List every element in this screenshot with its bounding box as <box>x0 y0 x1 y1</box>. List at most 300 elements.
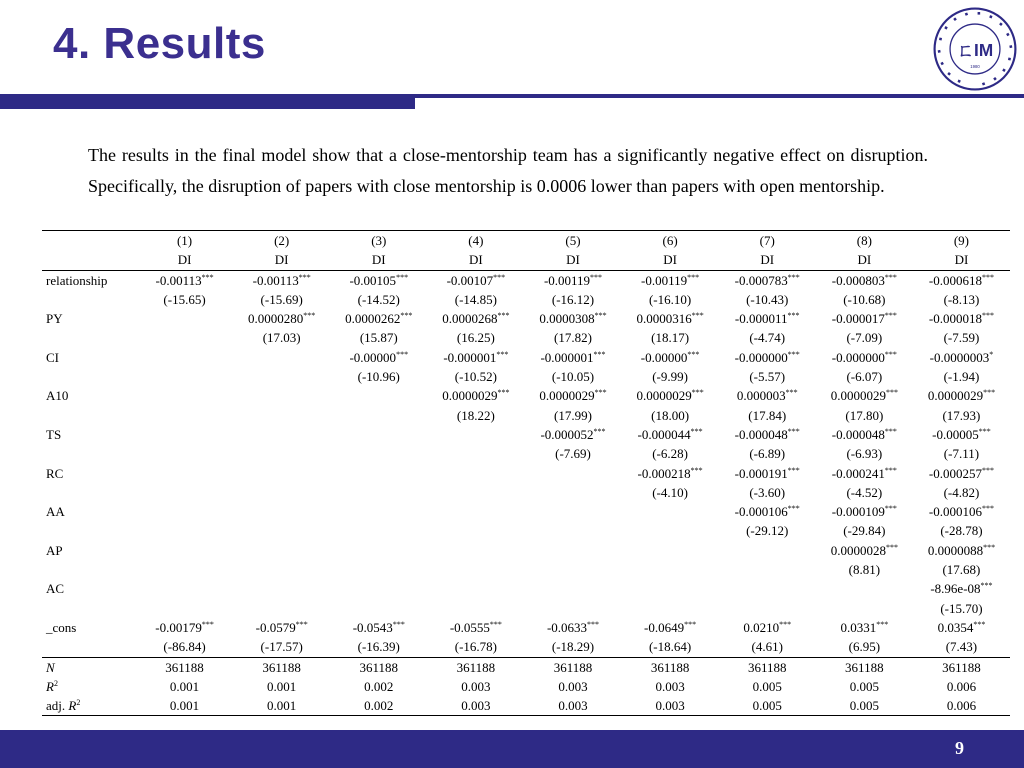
statistic-value: 0.001 <box>136 696 233 716</box>
coefficient-cell <box>816 348 913 367</box>
dependent-variable-header: DI <box>330 250 427 270</box>
coefficient-value: 0.0000316 <box>636 311 692 327</box>
coefficient-cell <box>622 386 719 405</box>
coefficient-value: -0.000106 <box>734 504 788 520</box>
t-statistic-cell <box>622 521 719 540</box>
coefficient-row <box>42 502 1010 521</box>
variable-name: RC <box>46 465 64 481</box>
t-statistic-cell: (-3.60) <box>749 484 786 500</box>
significance-stars: *** <box>687 349 700 359</box>
significance-stars: *** <box>973 619 986 629</box>
statistic-value: 361188 <box>456 659 496 675</box>
statistic-value: 0.003 <box>655 678 685 694</box>
statistic-value: 361188 <box>359 659 399 675</box>
significance-stars: *** <box>983 542 996 552</box>
coefficient-cell <box>816 425 913 444</box>
significance-stars: *** <box>981 465 994 475</box>
model-number-header: (3) <box>330 231 427 251</box>
t-statistic-cell <box>719 599 816 618</box>
statistic-value: 0.002 <box>330 696 427 716</box>
model-number-header: (1) <box>136 231 233 251</box>
coefficient-value: 0.0000268 <box>442 311 498 327</box>
t-statistic-cell <box>524 560 621 579</box>
coefficient-cell <box>524 502 621 521</box>
t-statistic-row <box>42 328 1010 347</box>
statistic-value: 361188 <box>165 659 204 675</box>
t-statistic-cell <box>136 367 233 386</box>
statistic-value: 0.005 <box>816 696 913 716</box>
coefficient-value: -0.0579 <box>255 619 296 635</box>
t-statistic-cell: (-7.09) <box>846 330 883 346</box>
significance-stars: *** <box>983 388 996 398</box>
coefficient-value: -0.0555 <box>449 619 490 635</box>
t-statistic-cell: (-15.65) <box>163 291 206 307</box>
coefficient-cell <box>719 502 816 521</box>
coefficient-cell <box>330 464 427 483</box>
t-statistic-cell: (-16.10) <box>648 291 692 307</box>
t-statistic-cell <box>233 444 330 463</box>
significance-stars: *** <box>497 311 510 321</box>
significance-stars: *** <box>787 465 800 475</box>
coefficient-cell <box>136 618 233 637</box>
coefficient-cell <box>622 618 719 637</box>
coefficient-value: -0.0000003 <box>929 349 990 365</box>
t-statistic-cell: (7.43) <box>913 637 1010 657</box>
t-statistic-cell: (-4.82) <box>943 484 980 500</box>
significance-stars: *** <box>787 349 800 359</box>
t-statistic-cell: (-86.84) <box>136 637 233 657</box>
significance-stars: *** <box>876 619 889 629</box>
t-statistic-cell: (-10.96) <box>357 369 400 385</box>
coefficient-cell <box>330 541 427 560</box>
t-statistic-cell: (-4.74) <box>749 330 786 346</box>
coefficient-cell <box>816 502 913 521</box>
regression-results-table <box>42 230 1010 716</box>
coefficient-value: -0.000048 <box>734 426 788 442</box>
t-statistic-cell <box>427 560 524 579</box>
coefficient-cell <box>136 270 233 290</box>
empty-label-cell <box>42 444 136 463</box>
t-statistic-cell: (-1.94) <box>943 369 980 385</box>
t-statistic-cell <box>233 521 330 540</box>
model-number-header: (5) <box>524 231 621 251</box>
significance-stars: *** <box>594 388 607 398</box>
coefficient-value: -0.000000 <box>831 349 885 365</box>
coefficient-cell <box>427 309 524 328</box>
coefficient-cell <box>136 579 233 598</box>
statistic-value: 0.001 <box>267 678 297 694</box>
model-number-row <box>42 231 1010 251</box>
coefficient-value: 0.0000029 <box>927 388 984 404</box>
t-statistic-cell <box>136 483 233 502</box>
significance-stars: *** <box>884 504 897 514</box>
coefficient-cell <box>233 464 330 483</box>
t-statistic-cell <box>136 406 233 425</box>
variable-name: AC <box>46 581 65 597</box>
significance-stars: * <box>989 349 994 359</box>
coefficient-cell <box>622 579 719 598</box>
seal-center-text: ㄈIM <box>956 39 994 60</box>
t-statistic-cell: (17.80) <box>845 407 884 423</box>
model-number-header: (8) <box>816 231 913 251</box>
significance-stars: *** <box>201 272 214 282</box>
variable-name: A10 <box>46 388 69 404</box>
significance-stars: *** <box>884 349 897 359</box>
t-statistic-cell <box>233 367 330 386</box>
t-statistic-cell: (-16.39) <box>330 637 427 657</box>
corner-cell <box>42 231 136 251</box>
empty-label-cell <box>42 406 136 425</box>
coefficient-value: 0.0000308 <box>539 311 595 327</box>
t-statistic-cell: (6.95) <box>816 637 913 657</box>
coefficient-cell <box>330 309 427 328</box>
t-statistic-row <box>42 560 1010 579</box>
coefficient-cell <box>622 348 719 367</box>
coefficient-value: 0.0000029 <box>539 388 595 404</box>
significance-stars: *** <box>489 619 502 629</box>
t-statistic-cell <box>136 560 233 579</box>
coefficient-value: -0.000011 <box>734 311 788 327</box>
coefficient-cell <box>330 386 427 405</box>
coefficient-value: -0.000218 <box>637 465 691 481</box>
statistic-value: 0.003 <box>461 678 491 694</box>
coefficient-row <box>42 618 1010 637</box>
empty-label-cell <box>42 290 136 309</box>
statistic-value: 0.001 <box>233 696 330 716</box>
coefficient-cell <box>913 502 1010 521</box>
model-number-header: (7) <box>719 231 816 251</box>
coefficient-value: -0.000803 <box>831 272 885 288</box>
page-number: 9 <box>955 738 964 758</box>
coefficient-cell <box>913 348 1010 367</box>
statistic-value: 361188 <box>942 659 981 675</box>
model-number-header: (4) <box>427 231 524 251</box>
university-seal-icon <box>932 6 1018 92</box>
statistic-superscript: 2 <box>76 698 81 708</box>
significance-stars: *** <box>400 311 413 321</box>
significance-stars: *** <box>201 619 214 629</box>
coefficient-cell <box>427 270 524 290</box>
coefficient-cell <box>524 348 621 367</box>
coefficient-cell <box>524 464 621 483</box>
coefficient-value: -8.96e-08 <box>930 581 981 597</box>
coefficient-value: -0.000257 <box>928 465 982 481</box>
t-statistic-row <box>42 367 1010 386</box>
t-statistic-cell <box>622 599 719 618</box>
statistic-value: 0.005 <box>752 678 782 694</box>
coefficient-cell <box>816 309 913 328</box>
t-statistic-cell: (-18.29) <box>524 637 621 657</box>
t-statistic-cell: (-16.78) <box>427 637 524 657</box>
t-statistic-cell: (17.82) <box>554 330 592 346</box>
title-underline-bar <box>0 94 415 109</box>
t-statistic-row <box>42 290 1010 309</box>
t-statistic-cell <box>427 599 524 618</box>
t-statistic-cell <box>136 328 233 347</box>
coefficient-row <box>42 348 1010 367</box>
significance-stars: *** <box>396 349 409 359</box>
t-statistic-cell <box>816 599 913 618</box>
variable-name: CI <box>46 349 59 365</box>
coefficient-cell <box>136 502 233 521</box>
t-statistic-cell <box>330 444 427 463</box>
statistic-value: 361188 <box>747 659 787 675</box>
coefficient-cell <box>427 618 524 637</box>
coefficient-cell <box>330 270 427 290</box>
t-statistic-cell: (-4.52) <box>846 484 883 500</box>
coefficient-value: 0.0000029 <box>442 388 498 404</box>
coefficient-cell <box>622 270 719 290</box>
t-statistic-cell: (-10.05) <box>551 369 595 385</box>
coefficient-cell <box>719 348 816 367</box>
significance-stars: *** <box>787 311 800 321</box>
statistic-symbol: R <box>68 698 77 714</box>
significance-stars: *** <box>587 619 600 629</box>
results-summary-text: The results in the final model show that a close-mentorship team has a significantly negative effect on disruption. Specifically, the disruption of papers with close mentorship is 0.0006 lower than papers with open mentorship. <box>88 145 928 196</box>
coefficient-value: -0.00107 <box>446 272 494 288</box>
statistic-value: 0.002 <box>364 678 394 694</box>
significance-stars: *** <box>884 426 897 436</box>
coefficient-value: 0.0000029 <box>830 388 886 404</box>
statistic-value: 0.003 <box>622 696 719 716</box>
dependent-variable-row <box>42 250 1010 270</box>
t-statistic-cell: (-14.85) <box>454 291 497 307</box>
coefficient-value: -0.000109 <box>831 504 885 520</box>
coefficient-cell <box>524 579 621 598</box>
statistic-name <box>42 696 136 716</box>
significance-stars: *** <box>690 465 703 475</box>
t-statistic-cell: (-7.11) <box>943 446 980 462</box>
coefficient-row <box>42 541 1010 560</box>
coefficient-cell <box>233 386 330 405</box>
coefficient-value: -0.00119 <box>543 272 591 288</box>
significance-stars: *** <box>885 542 898 552</box>
coefficient-cell <box>913 270 1010 290</box>
significance-stars: *** <box>691 311 704 321</box>
significance-stars: *** <box>981 504 994 514</box>
corner-cell <box>42 250 136 270</box>
dependent-variable-header: DI <box>913 250 1010 270</box>
t-statistic-cell: (-10.43) <box>746 291 789 307</box>
statistic-value: 0.003 <box>427 696 524 716</box>
slide-title: 4. Results <box>53 19 266 68</box>
coefficient-cell <box>524 386 621 405</box>
t-statistic-cell: (18.17) <box>651 330 690 346</box>
variable-name: AP <box>46 542 63 558</box>
coefficient-value: 0.0000088 <box>927 542 984 558</box>
coefficient-cell <box>427 502 524 521</box>
t-statistic-cell: (18.00) <box>651 407 690 423</box>
t-statistic-cell <box>719 560 816 579</box>
t-statistic-cell: (-6.93) <box>846 446 883 462</box>
coefficient-value: -0.000018 <box>928 311 982 327</box>
significance-stars: *** <box>779 619 792 629</box>
empty-label-cell <box>42 521 136 540</box>
coefficient-value: 0.0210 <box>743 619 780 635</box>
significance-stars: *** <box>787 272 800 282</box>
dependent-variable-header: DI <box>816 250 913 270</box>
coefficient-value: -0.000001 <box>443 349 497 365</box>
t-statistic-cell <box>233 560 330 579</box>
coefficient-cell <box>719 309 816 328</box>
coefficient-cell <box>816 579 913 598</box>
significance-stars: *** <box>885 388 898 398</box>
coefficient-cell <box>622 425 719 444</box>
significance-stars: *** <box>593 349 606 359</box>
coefficient-value: -0.000191 <box>734 465 788 481</box>
significance-stars: *** <box>691 388 704 398</box>
statistic-value: 361188 <box>553 659 593 675</box>
variable-name: TS <box>46 426 62 442</box>
t-statistic-cell: (8.81) <box>848 562 881 578</box>
coefficient-value: -0.000044 <box>637 426 691 442</box>
t-statistic-cell: (-10.68) <box>843 291 886 307</box>
t-statistic-cell <box>524 521 621 540</box>
empty-label-cell <box>42 483 136 502</box>
coefficient-value: -0.0543 <box>352 619 393 635</box>
t-statistic-cell: (17.99) <box>554 407 592 423</box>
coefficient-cell <box>816 541 913 560</box>
coefficient-value: -0.000001 <box>540 349 594 365</box>
dependent-variable-header: DI <box>719 250 816 270</box>
coefficient-cell <box>913 425 1010 444</box>
statistic-value: 361188 <box>845 659 884 675</box>
coefficient-value: -0.00179 <box>155 619 202 635</box>
dependent-variable-header: DI <box>524 250 621 270</box>
t-statistic-row <box>42 599 1010 618</box>
coefficient-cell <box>816 464 913 483</box>
coefficient-cell <box>427 386 524 405</box>
t-statistic-cell: (-10.52) <box>454 369 497 385</box>
t-statistic-cell <box>330 521 427 540</box>
coefficient-cell <box>233 502 330 521</box>
t-statistic-cell <box>427 483 524 502</box>
significance-stars: *** <box>590 272 603 282</box>
coefficient-cell <box>524 309 621 328</box>
coefficient-value: -0.0633 <box>546 619 588 635</box>
t-statistic-cell: (-28.78) <box>940 523 983 539</box>
model-number-header: (9) <box>913 231 1010 251</box>
coefficient-cell <box>719 618 816 637</box>
coefficient-cell <box>427 464 524 483</box>
coefficient-cell <box>524 270 621 290</box>
coefficient-value: -0.00113 <box>155 272 202 288</box>
significance-stars: *** <box>981 272 994 282</box>
t-statistic-cell <box>524 599 621 618</box>
significance-stars: *** <box>298 272 311 282</box>
statistic-value: 361188 <box>650 659 690 675</box>
statistic-value: 0.005 <box>719 696 816 716</box>
coefficient-value: -0.0649 <box>644 619 685 635</box>
statistic-row <box>42 677 1010 696</box>
coefficient-cell <box>524 425 621 444</box>
t-statistic-cell: (-15.69) <box>260 291 303 307</box>
coefficient-cell <box>524 541 621 560</box>
coefficient-cell <box>913 309 1010 328</box>
coefficient-cell <box>913 579 1010 598</box>
t-statistic-cell: (17.84) <box>748 407 787 423</box>
t-statistic-cell <box>330 406 427 425</box>
dependent-variable-header: DI <box>136 250 233 270</box>
coefficient-cell <box>427 541 524 560</box>
coefficient-row <box>42 309 1010 328</box>
t-statistic-row <box>42 483 1010 502</box>
coefficient-value: -0.000106 <box>928 504 982 520</box>
t-statistic-cell <box>330 560 427 579</box>
significance-stars: *** <box>684 619 697 629</box>
t-statistic-cell <box>330 599 427 618</box>
coefficient-cell <box>913 618 1010 637</box>
coefficient-value: -0.000017 <box>831 311 885 327</box>
significance-stars: *** <box>303 311 316 321</box>
variable-name: AA <box>46 504 65 520</box>
significance-stars: *** <box>594 311 607 321</box>
coefficient-cell <box>524 618 621 637</box>
statistic-row <box>42 657 1010 677</box>
coefficient-cell <box>136 541 233 560</box>
coefficient-cell <box>233 270 330 290</box>
coefficient-cell <box>913 541 1010 560</box>
coefficient-cell <box>622 502 719 521</box>
t-statistic-cell <box>136 521 233 540</box>
t-statistic-cell: (-4.10) <box>652 484 688 500</box>
t-statistic-cell: (-9.99) <box>652 369 688 385</box>
statistic-name <box>42 657 136 677</box>
coefficient-cell <box>233 309 330 328</box>
coefficient-cell <box>913 464 1010 483</box>
t-statistic-cell: (-6.07) <box>846 369 883 385</box>
coefficient-cell <box>427 348 524 367</box>
significance-stars: *** <box>884 311 897 321</box>
t-statistic-cell: (-14.52) <box>357 291 400 307</box>
coefficient-row <box>42 425 1010 444</box>
significance-stars: *** <box>690 426 703 436</box>
t-statistic-cell: (-16.12) <box>551 291 595 307</box>
significance-stars: *** <box>497 388 510 398</box>
empty-label-cell <box>42 328 136 347</box>
coefficient-cell <box>816 270 913 290</box>
coefficient-value: 0.0331 <box>840 619 877 635</box>
coefficient-value: -0.000052 <box>540 426 594 442</box>
t-statistic-cell <box>233 599 330 618</box>
coefficient-value: -0.000241 <box>831 465 885 481</box>
significance-stars: *** <box>496 349 509 359</box>
coefficient-value: -0.000000 <box>734 349 788 365</box>
t-statistic-cell: (18.22) <box>456 407 495 423</box>
t-statistic-cell: (17.03) <box>262 330 301 346</box>
coefficient-cell <box>816 386 913 405</box>
coefficient-cell <box>622 309 719 328</box>
coefficient-cell <box>427 579 524 598</box>
coefficient-row <box>42 464 1010 483</box>
significance-stars: *** <box>978 426 991 436</box>
t-statistic-cell: (-7.69) <box>555 446 591 462</box>
coefficient-cell <box>719 425 816 444</box>
coefficient-cell <box>719 270 816 290</box>
significance-stars: *** <box>392 619 405 629</box>
dependent-variable-header: DI <box>622 250 719 270</box>
statistic-value: 0.003 <box>558 678 588 694</box>
coefficient-cell <box>330 502 427 521</box>
t-statistic-cell: (4.61) <box>719 637 816 657</box>
dependent-variable-header: DI <box>427 250 524 270</box>
statistic-value: 0.001 <box>169 678 200 694</box>
t-statistic-cell <box>233 483 330 502</box>
t-statistic-cell <box>330 483 427 502</box>
t-statistic-cell <box>524 483 621 502</box>
empty-label-cell <box>42 367 136 386</box>
t-statistic-cell <box>427 444 524 463</box>
